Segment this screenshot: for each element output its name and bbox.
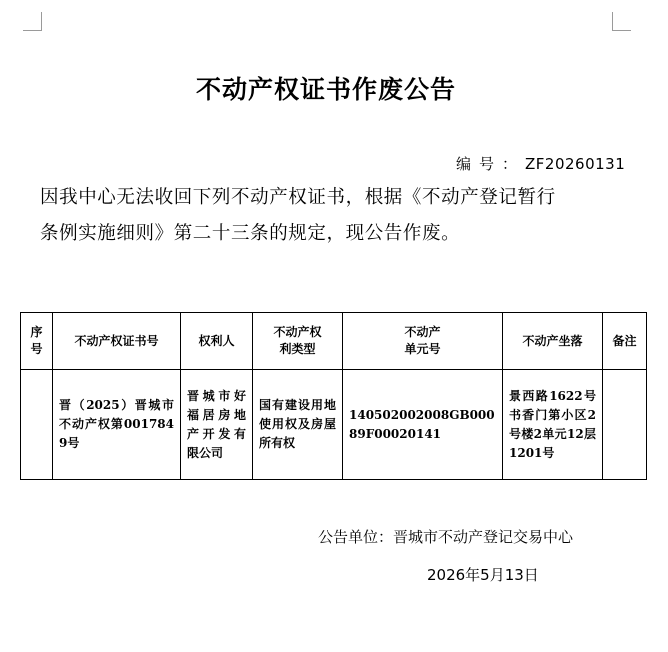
page-corner-mark-top-right [612,12,631,31]
header-cert-no: 不动产权证书号 [53,313,181,370]
table-row [21,370,647,480]
cell-seq [21,370,53,480]
document-number-label: 编号： [456,155,526,173]
cell-owner: 晋城市好福居房地产开发有限公司 [181,370,253,480]
cell-right-type: 国有建设用地使用权及房屋所有权 [253,370,343,480]
cell-remark [603,370,647,480]
table-header-row [21,313,647,370]
cell-unit-no: 140502002008GB00089F00020141 [343,370,503,480]
announcement-body [40,180,620,252]
header-right-type: 不动产权利类型 [253,313,343,370]
certificate-table [20,312,647,480]
cell-cert-no: 晋（2025）晋城市不动产权第0017849号 [53,370,181,480]
header-owner: 权利人 [181,313,253,370]
body-line-1: 因我中心无法收回下列不动产权证书，根据《不动产登记暂行 [40,187,556,208]
page-title: 不动产权证书作废公告 [195,75,456,104]
header-unit-no: 不动产单元号 [343,313,503,370]
header-location: 不动产坐落 [503,313,603,370]
document-number-value: ZF20260131 [525,155,626,173]
issue-date: 2026年5月13日 [427,566,539,584]
document-number [456,153,625,174]
body-line-2: 条例实施细则》第二十三条的规定，现公告作废。 [40,223,461,244]
header-seq: 序号 [21,313,53,370]
cell-location: 景西路1622号书香门第小区2号楼2单元12层1201号 [503,370,603,480]
page-corner-mark-top-left [23,12,42,31]
issuing-unit: 公告单位：晋城市不动产登记交易中心 [318,528,574,546]
header-remark: 备注 [603,313,647,370]
